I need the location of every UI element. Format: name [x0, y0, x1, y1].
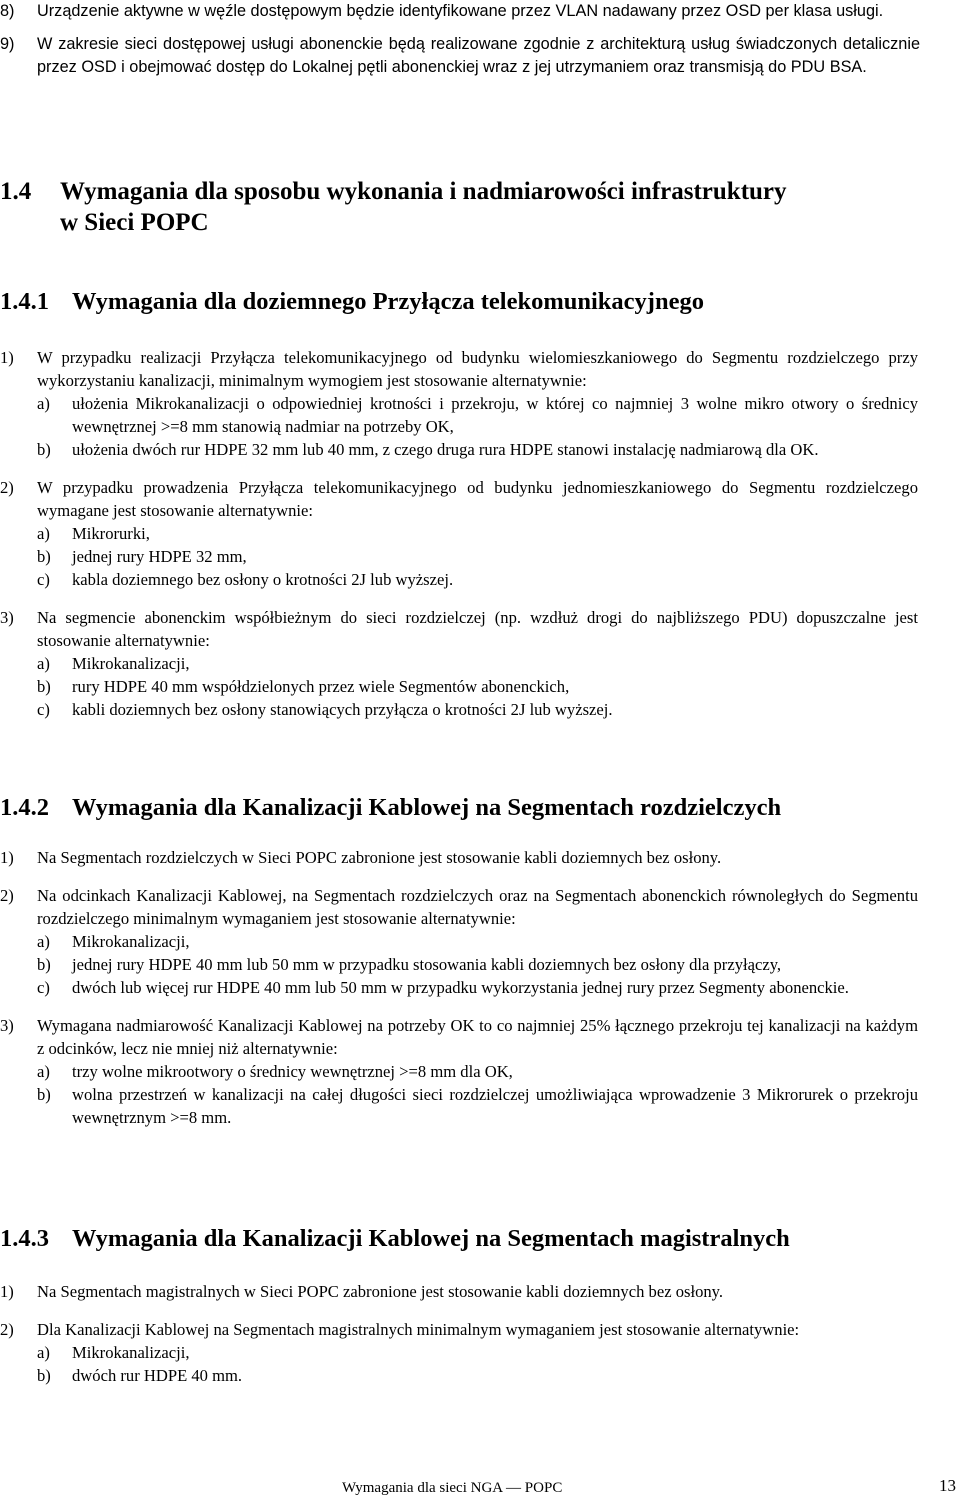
- list-text: Dla Kanalizacji Kablowej na Segmentach magistralnych minimalnym wymaganiem jest stosowanie alternatywnie:: [37, 1320, 800, 1339]
- list-text: W przypadku realizacji Przyłącza telekomunikacyjnego od budynku wielomieszkaniowego do Segmentu rozdzielczego przy wykorzystaniu kanalizacji, minimalnym wymogiem jest stosowanie alternatywnie:: [37, 348, 918, 390]
- sub-list-item: [37, 930, 918, 953]
- sub-list-letter: a): [37, 932, 50, 951]
- list-item: [0, 884, 918, 999]
- sub-list-item: [37, 976, 918, 999]
- list-number: 8): [0, 2, 15, 20]
- sub-list-text: Mikrorurki,: [72, 524, 150, 543]
- sub-list-letter: a): [37, 524, 50, 543]
- heading-title: Wymagania dla Kanalizacji Kablowej na Segmentach rozdzielczych: [72, 794, 782, 821]
- heading-number: 1.4.3: [0, 1225, 49, 1252]
- page-number: 13: [939, 1476, 956, 1495]
- sub-list-text: kabla doziemnego bez osłony o krotności 2J lub wyższej.: [72, 570, 454, 589]
- sub-list-item: [37, 1060, 918, 1083]
- sub-list-letter: b): [37, 440, 51, 459]
- sub-list-item: [37, 545, 918, 568]
- sub-list-letter: c): [37, 570, 50, 589]
- heading-title-line2: w Sieci POPC: [60, 209, 209, 236]
- sub-list-letter: a): [37, 1343, 50, 1362]
- list-text: Na segmencie abonenckim współbieżnym do sieci rozdzielczej (np. wzdłuż drogi do najbliższego PDU) dopuszczalne jest stosowanie alternatywnie:: [37, 608, 918, 650]
- list-number: 9): [0, 35, 15, 53]
- list-item: [0, 606, 918, 721]
- list-item: [0, 1014, 918, 1129]
- heading-title: Wymagania dla Kanalizacji Kablowej na Segmentach magistralnych: [72, 1225, 790, 1252]
- sub-list-item: [37, 438, 918, 461]
- sub-list-text: dwóch lub więcej rur HDPE 40 mm lub 50 mm w przypadku wykorzystania jednej rury przez Segmenty abonenckie.: [72, 978, 849, 997]
- sub-list-item: [37, 1083, 918, 1129]
- list-item-9: [0, 33, 920, 79]
- section-1-4-2-list: [0, 846, 918, 1129]
- section-heading-1-4-2: [0, 793, 781, 823]
- sub-list-text: ułożenia dwóch rur HDPE 32 mm lub 40 mm, z czego druga rura HDPE stanowi instalację nadmiarową dla OK.: [72, 440, 819, 459]
- list-text: Na Segmentach magistralnych w Sieci POPC zabronione jest stosowanie kabli doziemnych bez osłony.: [37, 1282, 724, 1301]
- list-item-8: [0, 0, 920, 23]
- footer-text: Wymagania dla sieci NGA — POPC: [342, 1480, 563, 1496]
- sub-list-text: jednej rury HDPE 32 mm,: [72, 547, 247, 566]
- sub-list-item: [37, 698, 918, 721]
- sub-list-item: [37, 1364, 918, 1387]
- list-number: 2): [0, 886, 14, 905]
- sub-list-text: Mikrokanalizacji,: [72, 1343, 190, 1362]
- sub-list-text: trzy wolne mikrootwory o średnicy wewnętrznej >=8 mm dla OK,: [72, 1062, 513, 1081]
- sub-list-text: dwóch rur HDPE 40 mm.: [72, 1366, 243, 1385]
- sub-list-letter: c): [37, 978, 50, 997]
- heading-number: 1.4.1: [0, 288, 49, 315]
- intro-list: [0, 0, 920, 79]
- heading-title: Wymagania dla doziemnego Przyłącza telekomunikacyjnego: [72, 288, 704, 315]
- sub-list-item: [37, 392, 918, 438]
- list-number: 1): [0, 348, 14, 367]
- sub-list-letter: b): [37, 677, 51, 696]
- heading-title-line1: Wymagania dla sposobu wykonania i nadmiarowości infrastruktury: [60, 178, 787, 205]
- list-item: [0, 346, 918, 461]
- list-number: 1): [0, 848, 14, 867]
- list-text: Wymagana nadmiarowość Kanalizacji Kablowej na potrzeby OK to co najmniej 25% łącznego przekroju tej kanalizacji na każdym z odcinków, lecz nie mniej niż alternatywnie:: [37, 1016, 918, 1058]
- list-item: [0, 1280, 918, 1303]
- sub-list-letter: b): [37, 1085, 51, 1104]
- list-text: W przypadku prowadzenia Przyłącza telekomunikacyjnego od budynku jednomieszkaniowego do Segmentu rozdzielczego wymagane jest stosowanie alternatywnie:: [37, 478, 918, 520]
- list-item: [0, 846, 918, 869]
- sub-list-letter: b): [37, 547, 51, 566]
- page-footer: [0, 1476, 960, 1500]
- sub-list-letter: a): [37, 394, 50, 413]
- sub-list-text: Mikrokanalizacji,: [72, 932, 190, 951]
- section-heading-1-4: [0, 176, 930, 238]
- section-heading-1-4-3: [0, 1224, 790, 1254]
- sub-list-item: [37, 652, 918, 675]
- section-1-4-1-list: [0, 346, 918, 721]
- sub-list-text: wolna przestrzeń w kanalizacji na całej długości sieci rozdzielczej umożliwiająca wprowadzenie 3 Mikrorurek o przekroju wewnętrznym >=8 mm.: [72, 1085, 918, 1127]
- list-text: Na odcinkach Kanalizacji Kablowej, na Segmentach rozdzielczych oraz na Segmentach abonenckich równoległych do Segmentu rozdzielczego minimalnym wymaganiem jest stosowanie alternatywnie:: [37, 886, 918, 928]
- heading-number: 1.4.2: [0, 794, 49, 821]
- sub-list-item: [37, 953, 918, 976]
- sub-list-text: Mikrokanalizacji,: [72, 654, 190, 673]
- sub-list-letter: a): [37, 1062, 50, 1081]
- sub-list-letter: c): [37, 700, 50, 719]
- sub-list-letter: a): [37, 654, 50, 673]
- list-number: 3): [0, 1016, 14, 1035]
- sub-list-item: [37, 522, 918, 545]
- section-heading-1-4-1: [0, 287, 704, 317]
- sub-list-text: jednej rury HDPE 40 mm lub 50 mm w przypadku stosowania kabli doziemnych bez osłony dla przyłączy,: [72, 955, 782, 974]
- list-number: 3): [0, 608, 14, 627]
- sub-list-text: ułożenia Mikrokanalizacji o odpowiedniej krotności i przekroju, w której co najmniej 3 wolne mikro otwory o średnicy wewnętrznej >=8 mm stanowią nadmiar na potrzeby OK,: [72, 394, 918, 436]
- sub-list-item: [37, 1341, 918, 1364]
- heading-number: 1.4: [0, 178, 32, 205]
- section-1-4-3-list: [0, 1280, 918, 1387]
- sub-list-text: kabli doziemnych bez osłony stanowiących przyłącza o krotności 2J lub wyższej.: [72, 700, 613, 719]
- sub-list-item: [37, 568, 918, 591]
- list-number: 2): [0, 478, 14, 497]
- sub-list-letter: b): [37, 955, 51, 974]
- sub-list-letter: b): [37, 1366, 51, 1385]
- sub-list-item: [37, 675, 918, 698]
- list-text: Urządzenie aktywne w węźle dostępowym będzie identyfikowane przez VLAN nadawany przez OSD per klasa usługi.: [37, 2, 884, 20]
- list-text: W zakresie sieci dostępowej usługi abonenckie będą realizowane zgodnie z architekturą usług świadczonych detalicznie przez OSD i obejmować dostęp do Lokalnej pętli abonenckiej wraz z jej utrzymaniem oraz transmisją do PDU BSA.: [37, 35, 920, 76]
- list-number: 2): [0, 1320, 14, 1339]
- sub-list-text: rury HDPE 40 mm współdzielonych przez wiele Segmentów abonenckich,: [72, 677, 570, 696]
- list-number: 1): [0, 1282, 14, 1301]
- list-item: [0, 476, 918, 591]
- list-item: [0, 1318, 918, 1387]
- list-text: Na Segmentach rozdzielczych w Sieci POPC zabronione jest stosowanie kabli doziemnych bez osłony.: [37, 848, 722, 867]
